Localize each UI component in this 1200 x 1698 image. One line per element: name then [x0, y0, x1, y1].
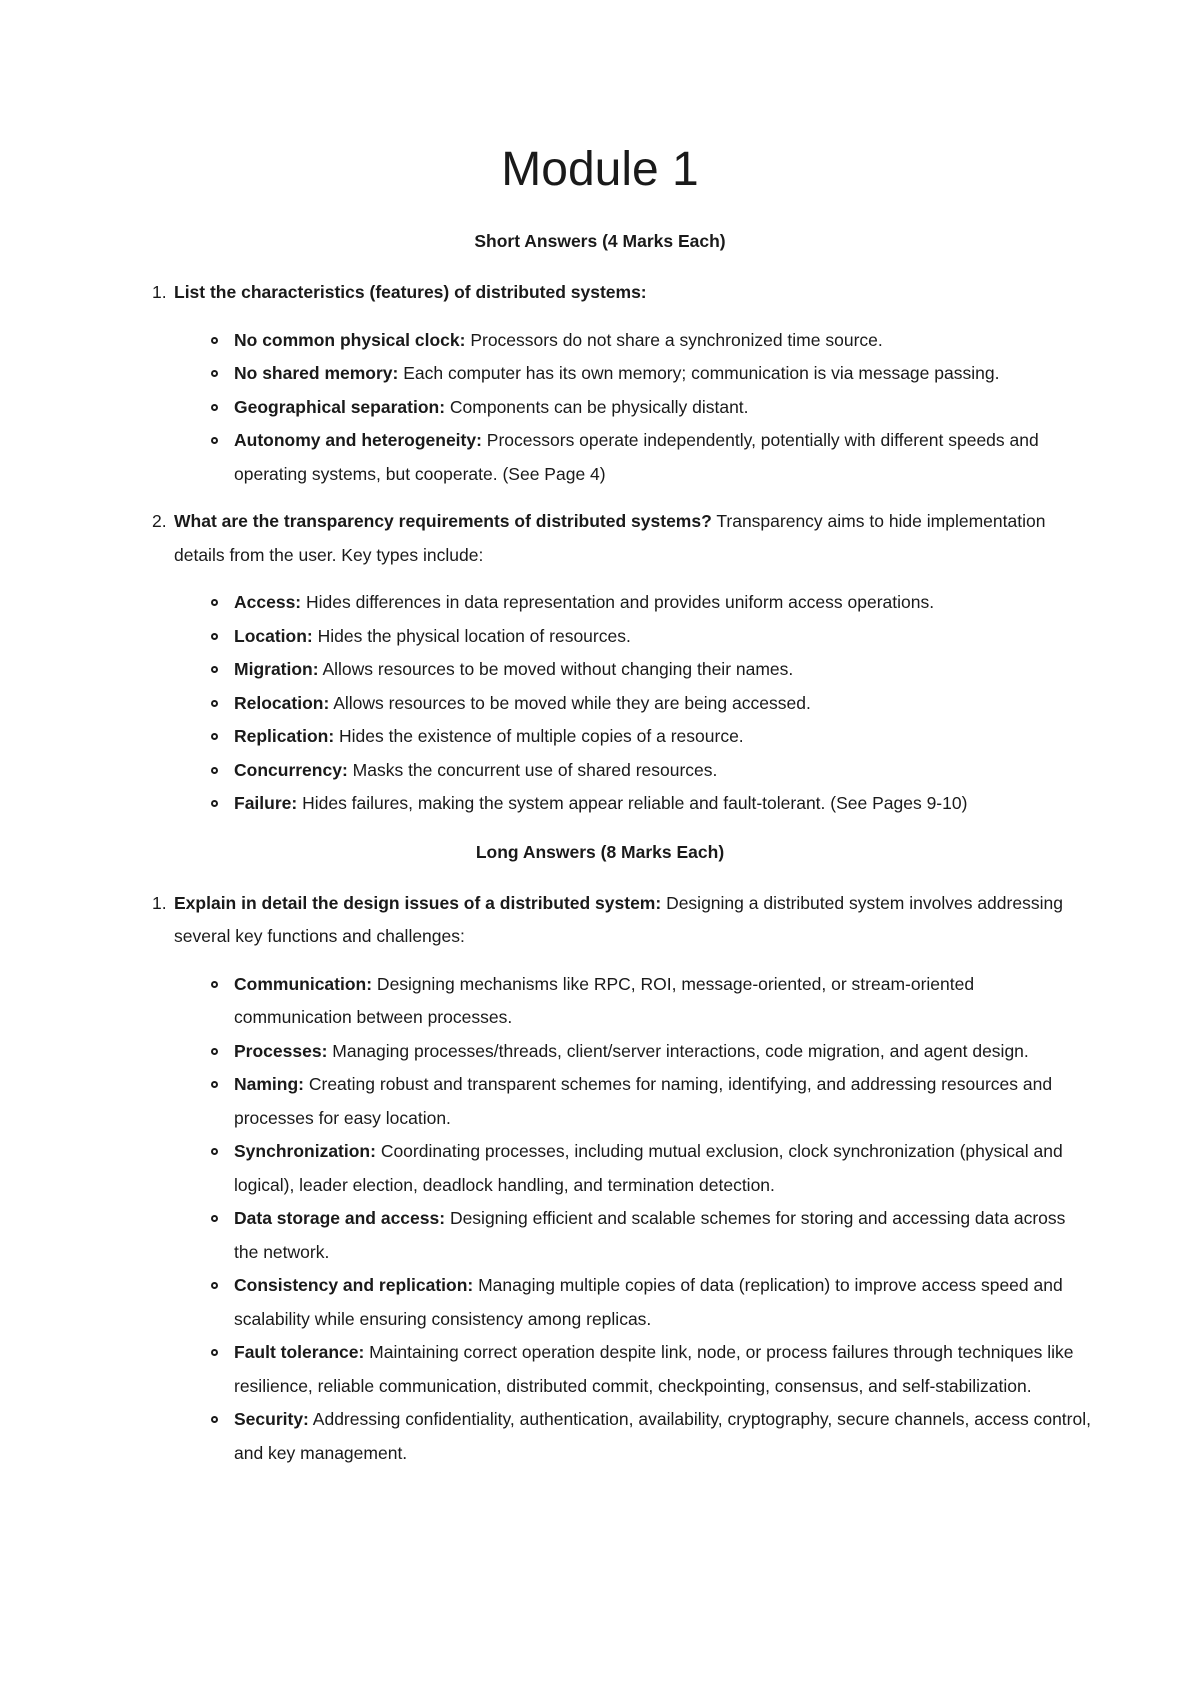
list-item [234, 720, 1093, 754]
question-item [152, 505, 1093, 572]
bullet-icon [211, 1349, 218, 1356]
bullet-text: Components can be physically distant. [445, 396, 749, 417]
bullet-term: Data storage and access: [234, 1208, 446, 1228]
bullet-text: Hides the physical location of resources. [312, 625, 631, 646]
bullet-text: Processors operate independently, potentially with different speeds and operating systems, but cooperate. (See Page 4) [234, 430, 1039, 484]
bullet-list [152, 968, 1093, 1471]
bullet-icon [211, 404, 218, 411]
bullet-list [152, 324, 1093, 492]
bullet-term: Failure: [234, 793, 298, 813]
bullet-term: Migration: [234, 659, 319, 679]
list-item [234, 1035, 1093, 1069]
question-text: Designing a distributed system involves addressing several key functions and challenges: [174, 892, 1063, 946]
question-number: 1. [152, 892, 167, 913]
bullet-term: Autonomy and heterogeneity: [234, 430, 482, 450]
bullet-icon [211, 767, 218, 774]
question-title: Explain in detail the design issues of a distributed system: [174, 892, 662, 913]
bullet-text: Managing multiple copies of data (replication) to improve access speed and scalability while ensuring consistency among replicas. [234, 1275, 1063, 1329]
bullet-icon [211, 800, 218, 807]
question-text: Transparency aims to hide implementation details from the user. Key types include: [174, 511, 1046, 565]
bullet-icon [211, 1416, 218, 1423]
bullet-term: No common physical clock: [234, 329, 466, 350]
list-item [234, 1202, 1093, 1269]
list-item [234, 754, 1093, 788]
short-answers-heading: Short Answers (4 Marks Each) [474, 231, 726, 251]
list-item [234, 787, 1093, 821]
bullet-text: Masks the concurrent use of shared resources. [347, 759, 718, 780]
bullet-icon [211, 1081, 218, 1088]
bullet-icon [211, 1048, 218, 1055]
list-item [234, 968, 1093, 1035]
question-item [152, 276, 1093, 310]
bullet-text: Allows resources to be moved while they are being accessed. [329, 692, 811, 713]
bullet-term: Replication: [234, 726, 335, 746]
bullet-text: Designing efficient and scalable schemes for storing and accessing data across the network. [234, 1208, 1066, 1262]
bullet-text: Coordinating processes, including mutual exclusion, clock synchronization (physical and logical), leader election, deadlock handling, and termination detection. [234, 1141, 1063, 1195]
bullet-text: Processors do not share a synchronized time source. [465, 329, 883, 350]
question-item [152, 887, 1093, 954]
list-item [234, 620, 1093, 654]
bullet-icon [211, 700, 218, 707]
bullet-text: Allows resources to be moved without changing their names. [318, 659, 794, 679]
list-item [234, 1336, 1093, 1403]
list-item [234, 1135, 1093, 1202]
bullet-text: Addressing confidentiality, authentication, availability, cryptography, secure channels, access control, and key management. [234, 1409, 1091, 1463]
bullet-icon [211, 370, 218, 377]
bullet-term: Fault tolerance: [234, 1342, 365, 1362]
bullet-icon [211, 337, 218, 344]
bullet-icon [211, 1282, 218, 1289]
list-item [234, 324, 1093, 358]
bullet-text: Managing processes/threads, client/server interactions, code migration, and agent design. [327, 1040, 1029, 1061]
bullet-icon [211, 633, 218, 640]
bullet-term: Location: [234, 625, 313, 646]
bullet-icon [211, 437, 218, 444]
bullet-text: Maintaining correct operation despite link, node, or process failures through techniques like resilience, reliable communication, distributed commit, checkpointing, consensus, and self-stabilization. [234, 1342, 1074, 1396]
bullet-term: Processes: [234, 1040, 328, 1061]
bullet-term: Consistency and replication: [234, 1275, 474, 1295]
bullet-term: Security: [234, 1409, 309, 1429]
bullet-icon [211, 1215, 218, 1222]
bullet-text: Creating robust and transparent schemes for naming, identifying, and addressing resources and processes for easy location. [234, 1074, 1053, 1128]
list-item [234, 1068, 1093, 1135]
bullet-icon [211, 666, 218, 673]
question-number: 2. [152, 511, 167, 531]
bullet-text: Hides failures, making the system appear reliable and fault-tolerant. (See Pages 9-10) [297, 793, 968, 813]
bullet-term: Concurrency: [234, 759, 348, 780]
bullet-term: Access: [234, 592, 302, 612]
list-item [234, 357, 1093, 391]
bullet-term: Relocation: [234, 692, 330, 713]
list-item [234, 1269, 1093, 1336]
bullet-text: Hides differences in data representation and provides uniform access operations. [301, 592, 935, 612]
question-title: What are the transparency requirements of distributed systems? [174, 511, 712, 531]
list-item [234, 424, 1093, 491]
bullet-icon [211, 599, 218, 606]
question-number: 1. [152, 282, 167, 302]
long-answers-heading: Long Answers (8 Marks Each) [475, 841, 725, 862]
bullet-term: Synchronization: [234, 1141, 376, 1161]
list-item [234, 1403, 1093, 1470]
list-item [234, 653, 1093, 687]
bullet-term: No shared memory: [234, 363, 399, 383]
list-item [234, 391, 1093, 425]
question-title: List the characteristics (features) of distributed systems: [174, 282, 647, 302]
bullet-term: Naming: [234, 1074, 304, 1094]
bullet-text: Designing mechanisms like RPC, ROI, message-oriented, or stream-oriented communication between processes. [234, 973, 975, 1027]
page-title: Module 1 [501, 143, 699, 196]
bullet-icon [211, 1148, 218, 1155]
bullet-icon [211, 733, 218, 740]
list-item [234, 687, 1093, 721]
bullet-icon [211, 981, 218, 988]
bullet-term: Geographical separation: [234, 396, 446, 417]
bullet-list [152, 586, 1093, 821]
bullet-text: Each computer has its own memory; communication is via message passing. [398, 363, 1000, 383]
list-item [234, 586, 1093, 620]
bullet-text: Hides the existence of multiple copies of a resource. [334, 726, 744, 746]
bullet-term: Communication: [234, 973, 373, 994]
